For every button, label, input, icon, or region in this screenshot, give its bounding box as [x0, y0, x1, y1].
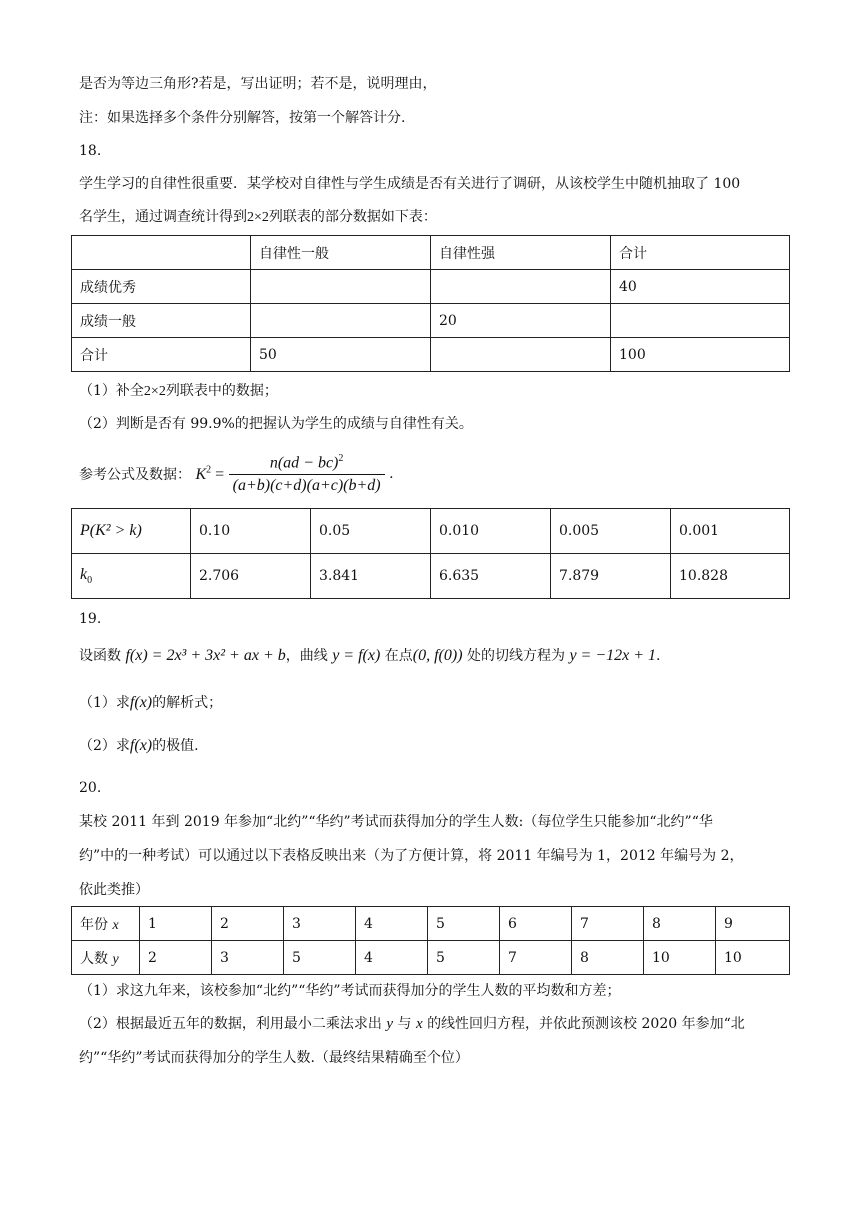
table-cell: 5	[428, 907, 500, 941]
formula-fraction	[229, 453, 385, 495]
q19-part-1	[79, 693, 222, 713]
table-cell: 自律性一般	[251, 236, 431, 270]
q18-dim: 2×2	[247, 210, 269, 225]
q18-part-1b: 列联表中的数据；	[165, 383, 278, 399]
table-cell: 6.635	[431, 554, 551, 599]
tangent-expr: y = −12x + 1	[569, 647, 657, 664]
table-cell: 50	[251, 338, 431, 372]
table-cell: 6	[500, 907, 572, 941]
table-cell: 0.010	[431, 509, 551, 554]
q19-part-1b: 的解析式；	[152, 695, 223, 711]
table-cell	[611, 304, 790, 338]
table-cell: 0.10	[191, 509, 311, 554]
q19-stem-b: ，曲线	[285, 648, 328, 664]
table-cell: 3.841	[311, 554, 431, 599]
table-cell: 2.706	[191, 554, 311, 599]
q19-stem-c: 在点	[384, 648, 413, 664]
table-cell: 5	[428, 941, 500, 975]
q20-part-3: 约”“华约”考试而获得加分的学生人数.（最终结果精确至个位）	[79, 1050, 469, 1066]
table-cell: 合计	[72, 338, 251, 372]
point-expr: (0, f(0))	[412, 647, 463, 664]
table-cell: 成绩一般	[72, 304, 251, 338]
contingency-table	[71, 235, 790, 372]
q19-part-1a: （1）求	[79, 695, 130, 711]
table-cell: 9	[716, 907, 790, 941]
table-row	[72, 270, 790, 304]
table-row	[72, 509, 790, 554]
q18-part-1	[79, 381, 278, 402]
q20-text-2: 约”中的一种考试）可以通过以下表格反映出来（为了方便计算，将 2011 年编号为 1，2012 年编号为 2，	[79, 848, 744, 864]
table-cell: 2	[212, 907, 284, 941]
q19-number: 19.	[79, 611, 102, 627]
table-cell: 成绩优秀	[72, 270, 251, 304]
q19-part-2b: 的极值.	[152, 738, 199, 754]
table-cell: 7	[572, 907, 644, 941]
table-cell	[251, 304, 431, 338]
table-cell: 0.05	[311, 509, 431, 554]
table-cell: 4	[356, 941, 428, 975]
var-y: y	[386, 1016, 394, 1032]
table-row	[72, 554, 790, 599]
table-cell: 2	[140, 941, 212, 975]
q18-text-2b: 列联表的部分数据如下表：	[268, 209, 437, 225]
formula-line: 参考公式及数据： $K^2$ = $\frac{n(ad - bc)^2}{(a+b)(c+d)(a+c)(b+d)}$ .	[79, 453, 394, 495]
table-row	[72, 304, 790, 338]
table-cell: 8	[644, 907, 716, 941]
table-cell: 7	[500, 941, 572, 975]
table-row	[72, 941, 790, 975]
table-row	[72, 338, 790, 372]
table-cell	[72, 236, 251, 270]
curve-expr: y = f(x)	[332, 647, 381, 664]
table-header-row	[72, 236, 790, 270]
q20-part-1: （1）求这九年来，该校参加“北约”“华约”考试而获得加分的学生人数的平均数和方差；	[79, 983, 621, 999]
table-cell: 0.001	[671, 509, 790, 554]
table-cell: 自律性强	[431, 236, 611, 270]
table-cell: 20	[431, 304, 611, 338]
fname: f(x)	[129, 694, 153, 711]
table-cell	[431, 270, 611, 304]
q18-dim-2: 2×2	[143, 384, 166, 399]
table-row	[72, 907, 790, 941]
table-cell: 3	[284, 907, 356, 941]
q20-text-3: 依此类推）	[79, 882, 149, 898]
var-x: x	[415, 1016, 423, 1032]
critical-value-table	[71, 508, 790, 599]
table-cell: 100	[611, 338, 790, 372]
table-cell: 3	[212, 941, 284, 975]
intro-line-1: 是否为等边三角形?若是，写出证明；若不是，说明理由，	[79, 76, 437, 92]
table-row-label: 人数 y	[72, 941, 140, 975]
table-cell: 4	[356, 907, 428, 941]
table-row-label: $k_0$	[72, 554, 191, 599]
q20-part-2a: （2）根据最近五年的数据，利用最小二乘法求出	[79, 1016, 382, 1032]
table-cell	[431, 338, 611, 372]
table-row-label: 年份 x	[72, 907, 140, 941]
table-cell: 5	[284, 941, 356, 975]
table-cell	[251, 270, 431, 304]
q19-stem-a: 设函数	[79, 648, 121, 664]
year-count-table	[71, 906, 790, 975]
fname: f(x)	[129, 737, 153, 754]
table-cell: 10.828	[671, 554, 790, 599]
table-cell: 合计	[611, 236, 790, 270]
q18-text-1: 学生学习的自律性很重要．某学校对自律性与学生成绩是否有关进行了调研，从该校学生中随机抽取了 100	[79, 176, 741, 192]
q18-text-2a: 名学生，通过调查统计得到	[79, 209, 247, 225]
formula-label: 参考公式及数据：	[79, 467, 191, 484]
q18-part-1a: （1）补全	[79, 383, 144, 399]
function-def: f(x) = 2x³ + 3x² + ax + b	[125, 647, 286, 664]
formula-lhs: $K^2$ =	[195, 464, 225, 483]
table-cell: 40	[611, 270, 790, 304]
table-cell: 1	[140, 907, 212, 941]
table-cell: 10	[644, 941, 716, 975]
q19-part-2	[79, 736, 199, 756]
table-cell: 8	[572, 941, 644, 975]
q19-part-2a: （2）求	[79, 738, 130, 754]
q20-text-1: 某校 2011 年到 2019 年参加“北约”“华约”考试而获得加分的学生人数:（每位学生只能参加“北约”“华	[79, 814, 713, 830]
q19-stem-d: 处的切线方程为	[466, 648, 565, 664]
q18-number: 18.	[79, 143, 102, 159]
q18-part-2: （2）判断是否有 99.9%的把握认为学生的成绩与自律性有关。	[79, 416, 473, 432]
formula-numerator: n(ad − bc)$^2$	[229, 453, 385, 475]
formula-denominator: (a+b)(c+d)(a+c)(b+d)	[232, 477, 381, 495]
q20-part-2b: 与	[397, 1016, 412, 1032]
q20-number: 20.	[79, 780, 102, 796]
table-cell: 0.005	[551, 509, 671, 554]
table-cell: 10	[716, 941, 790, 975]
q18-text-2	[79, 207, 437, 228]
q20-part-2	[79, 1014, 745, 1034]
q20-part-2c: 的线性回归方程，并依此预测该校 2020 年参加“北	[427, 1016, 745, 1032]
table-cell: 7.879	[551, 554, 671, 599]
q19-stem: 设函数 f(x) = 2x³ + 3x² + ax + b，曲线 y = f(x) 在点(0, f(0)) 处的切线方程为 y = −12x + 1.	[79, 647, 661, 664]
intro-line-2: 注：如果选择多个条件分别解答，按第一个解答计分.	[79, 110, 406, 126]
table-row-label: P(K² > k)	[72, 509, 191, 554]
